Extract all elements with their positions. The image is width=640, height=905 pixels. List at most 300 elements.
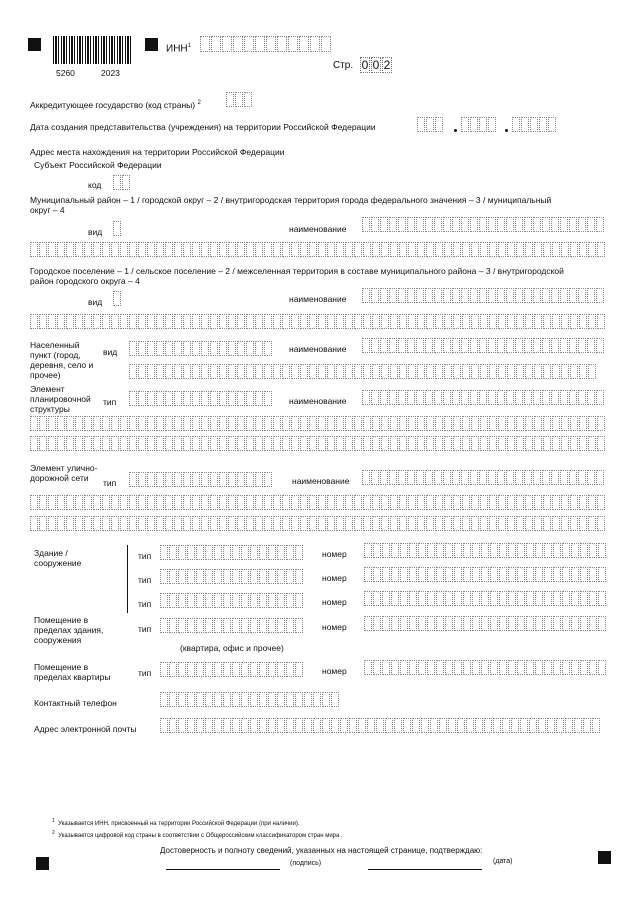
input-cell[interactable] bbox=[461, 288, 469, 303]
input-cell[interactable] bbox=[318, 242, 326, 257]
input-cell[interactable] bbox=[596, 217, 604, 232]
input-cell[interactable] bbox=[497, 217, 505, 232]
input-cell[interactable] bbox=[552, 314, 560, 329]
input-cell[interactable] bbox=[434, 390, 442, 405]
input-cell[interactable] bbox=[223, 545, 231, 560]
input-cell[interactable] bbox=[391, 543, 399, 558]
input-cell[interactable] bbox=[156, 436, 164, 451]
input-cell[interactable] bbox=[381, 495, 389, 510]
input-cell[interactable] bbox=[160, 569, 168, 584]
input-cell[interactable] bbox=[111, 416, 119, 431]
input-cell[interactable] bbox=[345, 364, 353, 379]
input-cell[interactable] bbox=[371, 470, 379, 485]
input-cell[interactable] bbox=[228, 495, 236, 510]
input-cell[interactable] bbox=[66, 242, 74, 257]
input-cell[interactable] bbox=[300, 242, 308, 257]
input-cell[interactable] bbox=[174, 391, 182, 406]
input-cell[interactable] bbox=[425, 217, 433, 232]
input-cell[interactable] bbox=[30, 314, 38, 329]
input-cell[interactable] bbox=[488, 470, 496, 485]
input-cell[interactable] bbox=[295, 545, 303, 560]
input-cell[interactable] bbox=[174, 472, 182, 487]
input-cell[interactable] bbox=[472, 660, 480, 675]
input-cell[interactable] bbox=[381, 242, 389, 257]
input-cell[interactable] bbox=[457, 718, 465, 733]
input-cell[interactable] bbox=[434, 470, 442, 485]
input-cell[interactable] bbox=[588, 416, 596, 431]
input-cell[interactable] bbox=[542, 390, 550, 405]
input-cell[interactable] bbox=[214, 545, 222, 560]
input-cell[interactable] bbox=[165, 436, 173, 451]
input-cell[interactable] bbox=[264, 516, 272, 531]
input-cell[interactable] bbox=[174, 242, 182, 257]
input-cell[interactable] bbox=[156, 472, 164, 487]
input-cell[interactable] bbox=[416, 390, 424, 405]
input-cell[interactable] bbox=[552, 516, 560, 531]
input-cell[interactable] bbox=[409, 660, 417, 675]
input-cell[interactable] bbox=[66, 416, 74, 431]
input-cell[interactable] bbox=[291, 314, 299, 329]
input-cell[interactable] bbox=[169, 618, 177, 633]
input-cell[interactable] bbox=[434, 217, 442, 232]
input-cell[interactable] bbox=[517, 660, 525, 675]
input-cell[interactable] bbox=[75, 516, 83, 531]
room-flat-nomer-cells[interactable] bbox=[364, 660, 607, 675]
input-cell[interactable] bbox=[318, 364, 326, 379]
input-cell[interactable] bbox=[75, 495, 83, 510]
input-cell[interactable] bbox=[214, 662, 222, 677]
input-cell[interactable] bbox=[391, 567, 399, 582]
input-cell[interactable] bbox=[264, 416, 272, 431]
input-cell[interactable] bbox=[345, 416, 353, 431]
input-cell[interactable] bbox=[371, 217, 379, 232]
input-cell[interactable] bbox=[479, 470, 487, 485]
input-cell[interactable] bbox=[129, 364, 137, 379]
input-cell[interactable] bbox=[569, 470, 577, 485]
input-cell[interactable] bbox=[282, 314, 290, 329]
input-cell[interactable] bbox=[147, 242, 155, 257]
input-cell[interactable] bbox=[75, 416, 83, 431]
input-cell[interactable] bbox=[205, 618, 213, 633]
input-cell[interactable] bbox=[210, 364, 218, 379]
input-cell[interactable] bbox=[461, 117, 469, 132]
input-cell[interactable] bbox=[183, 495, 191, 510]
input-cell[interactable] bbox=[398, 390, 406, 405]
input-cell[interactable] bbox=[255, 436, 263, 451]
input-cell[interactable] bbox=[187, 718, 195, 733]
input-cell[interactable] bbox=[250, 662, 258, 677]
input-cell[interactable] bbox=[165, 516, 173, 531]
input-cell[interactable] bbox=[380, 390, 388, 405]
input-cell[interactable] bbox=[589, 616, 597, 631]
input-cell[interactable] bbox=[417, 495, 425, 510]
input-cell[interactable] bbox=[196, 692, 204, 707]
input-cell[interactable] bbox=[318, 416, 326, 431]
input-cell[interactable] bbox=[506, 390, 514, 405]
input-cell[interactable] bbox=[273, 242, 281, 257]
input-cell[interactable] bbox=[310, 36, 320, 52]
input-cell[interactable] bbox=[497, 338, 505, 353]
input-cell[interactable] bbox=[435, 416, 443, 431]
input-cell[interactable] bbox=[309, 436, 317, 451]
input-cell[interactable] bbox=[445, 543, 453, 558]
input-cell[interactable] bbox=[435, 242, 443, 257]
input-cell[interactable] bbox=[174, 436, 182, 451]
input-cell[interactable] bbox=[268, 718, 276, 733]
input-cell[interactable] bbox=[241, 593, 249, 608]
input-cell[interactable] bbox=[75, 242, 83, 257]
input-cell[interactable] bbox=[237, 472, 245, 487]
input-cell[interactable] bbox=[524, 470, 532, 485]
input-cell[interactable] bbox=[264, 495, 272, 510]
input-cell[interactable] bbox=[472, 567, 480, 582]
input-cell[interactable] bbox=[579, 436, 587, 451]
input-cell[interactable] bbox=[214, 569, 222, 584]
input-cell[interactable] bbox=[147, 516, 155, 531]
input-cell[interactable] bbox=[246, 516, 254, 531]
input-cell[interactable] bbox=[562, 567, 570, 582]
input-cell[interactable] bbox=[515, 390, 523, 405]
input-cell[interactable] bbox=[354, 495, 362, 510]
input-cell[interactable] bbox=[454, 567, 462, 582]
input-cell[interactable] bbox=[48, 416, 56, 431]
input-cell[interactable] bbox=[507, 314, 515, 329]
input-cell[interactable] bbox=[309, 314, 317, 329]
input-cell[interactable] bbox=[102, 416, 110, 431]
input-cell[interactable] bbox=[373, 660, 381, 675]
input-cell[interactable] bbox=[349, 718, 357, 733]
input-cell[interactable] bbox=[598, 591, 606, 606]
input-cell[interactable] bbox=[237, 391, 245, 406]
input-cell[interactable] bbox=[488, 117, 496, 132]
input-cell[interactable] bbox=[373, 616, 381, 631]
input-cell[interactable] bbox=[498, 364, 506, 379]
input-cell[interactable] bbox=[583, 718, 591, 733]
input-cell[interactable] bbox=[362, 288, 370, 303]
input-cell[interactable] bbox=[300, 495, 308, 510]
input-cell[interactable] bbox=[201, 242, 209, 257]
input-cell[interactable] bbox=[524, 390, 532, 405]
input-cell[interactable] bbox=[129, 495, 137, 510]
input-cell[interactable] bbox=[391, 591, 399, 606]
input-cell[interactable] bbox=[255, 416, 263, 431]
input-cell[interactable] bbox=[534, 516, 542, 531]
input-cell[interactable] bbox=[362, 338, 370, 353]
input-cell[interactable] bbox=[574, 718, 582, 733]
input-cell[interactable] bbox=[400, 591, 408, 606]
input-cell[interactable] bbox=[250, 569, 258, 584]
input-cell[interactable] bbox=[183, 391, 191, 406]
input-cell[interactable] bbox=[226, 92, 234, 107]
input-cell[interactable] bbox=[291, 242, 299, 257]
input-cell[interactable] bbox=[147, 436, 155, 451]
input-cell[interactable] bbox=[201, 516, 209, 531]
input-cell[interactable] bbox=[571, 543, 579, 558]
input-cell[interactable] bbox=[380, 288, 388, 303]
input-cell[interactable] bbox=[480, 436, 488, 451]
input-cell[interactable] bbox=[430, 718, 438, 733]
input-cell[interactable] bbox=[587, 390, 595, 405]
input-cell[interactable] bbox=[525, 495, 533, 510]
input-cell[interactable] bbox=[553, 567, 561, 582]
input-cell[interactable] bbox=[533, 390, 541, 405]
input-cell[interactable] bbox=[214, 618, 222, 633]
input-cell[interactable] bbox=[241, 692, 249, 707]
input-cell[interactable] bbox=[327, 314, 335, 329]
input-cell[interactable] bbox=[120, 314, 128, 329]
input-cell[interactable] bbox=[160, 692, 168, 707]
input-cell[interactable] bbox=[544, 567, 552, 582]
input-cell[interactable] bbox=[515, 338, 523, 353]
input-cell[interactable] bbox=[481, 591, 489, 606]
input-cell[interactable] bbox=[417, 364, 425, 379]
input-cell[interactable] bbox=[237, 436, 245, 451]
input-cell[interactable] bbox=[542, 217, 550, 232]
input-cell[interactable] bbox=[113, 175, 121, 190]
input-cell[interactable] bbox=[268, 618, 276, 633]
input-cell[interactable] bbox=[291, 364, 299, 379]
input-cell[interactable] bbox=[246, 472, 254, 487]
room-building-nomer-cells[interactable] bbox=[364, 616, 607, 631]
input-cell[interactable] bbox=[264, 314, 272, 329]
input-cell[interactable] bbox=[525, 314, 533, 329]
input-cell[interactable] bbox=[400, 567, 408, 582]
input-cell[interactable] bbox=[489, 314, 497, 329]
input-cell[interactable] bbox=[543, 314, 551, 329]
room-flat-tip-cells[interactable] bbox=[160, 662, 304, 677]
input-cell[interactable] bbox=[516, 314, 524, 329]
input-cell[interactable] bbox=[454, 616, 462, 631]
input-cell[interactable] bbox=[553, 616, 561, 631]
input-cell[interactable] bbox=[364, 660, 372, 675]
input-cell[interactable] bbox=[75, 314, 83, 329]
input-cell[interactable] bbox=[246, 416, 254, 431]
input-cell[interactable] bbox=[470, 117, 478, 132]
input-cell[interactable] bbox=[84, 242, 92, 257]
date-day-cells[interactable] bbox=[417, 117, 444, 132]
input-cell[interactable] bbox=[508, 616, 516, 631]
input-cell[interactable] bbox=[364, 591, 372, 606]
input-cell[interactable] bbox=[426, 436, 434, 451]
input-cell[interactable] bbox=[427, 660, 435, 675]
input-cell[interactable] bbox=[286, 593, 294, 608]
input-cell[interactable] bbox=[588, 242, 596, 257]
input-cell[interactable] bbox=[331, 692, 339, 707]
input-cell[interactable] bbox=[472, 591, 480, 606]
input-cell[interactable] bbox=[241, 618, 249, 633]
input-cell[interactable] bbox=[588, 516, 596, 531]
input-cell[interactable] bbox=[579, 364, 587, 379]
input-cell[interactable] bbox=[93, 416, 101, 431]
input-cell[interactable] bbox=[498, 242, 506, 257]
input-cell[interactable] bbox=[129, 416, 137, 431]
input-cell[interactable] bbox=[201, 472, 209, 487]
input-cell[interactable] bbox=[214, 718, 222, 733]
input-cell[interactable] bbox=[277, 662, 285, 677]
input-cell[interactable] bbox=[391, 660, 399, 675]
input-cell[interactable] bbox=[210, 436, 218, 451]
input-cell[interactable] bbox=[544, 543, 552, 558]
input-cell[interactable] bbox=[232, 692, 240, 707]
input-cell[interactable] bbox=[479, 390, 487, 405]
input-cell[interactable] bbox=[400, 543, 408, 558]
planning-tip-cells[interactable] bbox=[129, 391, 273, 406]
input-cell[interactable] bbox=[407, 338, 415, 353]
input-cell[interactable] bbox=[408, 364, 416, 379]
input-cell[interactable] bbox=[48, 495, 56, 510]
input-cell[interactable] bbox=[183, 516, 191, 531]
input-cell[interactable] bbox=[399, 436, 407, 451]
input-cell[interactable] bbox=[490, 543, 498, 558]
input-cell[interactable] bbox=[183, 436, 191, 451]
input-cell[interactable] bbox=[165, 364, 173, 379]
input-cell[interactable] bbox=[354, 242, 362, 257]
input-cell[interactable] bbox=[409, 567, 417, 582]
input-cell[interactable] bbox=[201, 416, 209, 431]
input-cell[interactable] bbox=[587, 338, 595, 353]
input-cell[interactable] bbox=[382, 543, 390, 558]
input-cell[interactable] bbox=[394, 718, 402, 733]
input-cell[interactable] bbox=[481, 660, 489, 675]
input-cell[interactable] bbox=[327, 516, 335, 531]
input-cell[interactable] bbox=[111, 314, 119, 329]
input-cell[interactable] bbox=[156, 495, 164, 510]
input-cell[interactable] bbox=[470, 217, 478, 232]
input-cell[interactable] bbox=[517, 567, 525, 582]
input-cell[interactable] bbox=[160, 593, 168, 608]
input-cell[interactable] bbox=[322, 692, 330, 707]
input-cell[interactable] bbox=[444, 436, 452, 451]
input-cell[interactable] bbox=[579, 495, 587, 510]
input-cell[interactable] bbox=[436, 543, 444, 558]
input-cell[interactable] bbox=[529, 718, 537, 733]
input-cell[interactable] bbox=[570, 436, 578, 451]
input-cell[interactable] bbox=[547, 718, 555, 733]
input-cell[interactable] bbox=[412, 718, 420, 733]
input-cell[interactable] bbox=[147, 391, 155, 406]
input-cell[interactable] bbox=[160, 718, 168, 733]
input-cell[interactable] bbox=[340, 718, 348, 733]
input-cell[interactable] bbox=[160, 618, 168, 633]
input-cell[interactable] bbox=[102, 436, 110, 451]
input-cell[interactable] bbox=[598, 543, 606, 558]
input-cell[interactable] bbox=[489, 416, 497, 431]
input-cell[interactable] bbox=[561, 364, 569, 379]
input-cell[interactable] bbox=[533, 288, 541, 303]
input-cell[interactable] bbox=[526, 660, 534, 675]
planning-name-cells-1[interactable] bbox=[362, 390, 605, 405]
planning-name-cells-3[interactable] bbox=[30, 436, 606, 451]
input-cell[interactable] bbox=[463, 567, 471, 582]
input-cell[interactable] bbox=[138, 495, 146, 510]
input-cell[interactable] bbox=[560, 217, 568, 232]
input-cell[interactable] bbox=[497, 470, 505, 485]
input-cell[interactable] bbox=[93, 436, 101, 451]
input-cell[interactable] bbox=[596, 470, 604, 485]
input-cell[interactable] bbox=[426, 117, 434, 132]
input-cell[interactable] bbox=[390, 416, 398, 431]
input-cell[interactable] bbox=[588, 495, 596, 510]
input-cell[interactable] bbox=[273, 416, 281, 431]
input-cell[interactable] bbox=[264, 341, 272, 356]
input-cell[interactable] bbox=[362, 470, 370, 485]
input-cell[interactable] bbox=[556, 718, 564, 733]
input-cell[interactable] bbox=[210, 495, 218, 510]
building-tip-3-cells[interactable] bbox=[160, 593, 304, 608]
input-cell[interactable] bbox=[453, 314, 461, 329]
input-cell[interactable] bbox=[138, 472, 146, 487]
input-cell[interactable] bbox=[589, 660, 597, 675]
input-cell[interactable] bbox=[219, 341, 227, 356]
input-cell[interactable] bbox=[57, 436, 65, 451]
input-cell[interactable] bbox=[525, 242, 533, 257]
input-cell[interactable] bbox=[381, 416, 389, 431]
input-cell[interactable] bbox=[147, 341, 155, 356]
input-cell[interactable] bbox=[517, 543, 525, 558]
input-cell[interactable] bbox=[318, 516, 326, 531]
input-cell[interactable] bbox=[417, 436, 425, 451]
input-cell[interactable] bbox=[286, 718, 294, 733]
input-cell[interactable] bbox=[48, 436, 56, 451]
input-cell[interactable] bbox=[475, 718, 483, 733]
input-cell[interactable] bbox=[385, 718, 393, 733]
input-cell[interactable] bbox=[525, 364, 533, 379]
input-cell[interactable] bbox=[336, 242, 344, 257]
input-cell[interactable] bbox=[210, 314, 218, 329]
input-cell[interactable] bbox=[295, 692, 303, 707]
input-cell[interactable] bbox=[416, 217, 424, 232]
input-cell[interactable] bbox=[336, 436, 344, 451]
input-cell[interactable] bbox=[561, 495, 569, 510]
input-cell[interactable] bbox=[241, 569, 249, 584]
input-cell[interactable] bbox=[196, 618, 204, 633]
input-cell[interactable] bbox=[174, 416, 182, 431]
input-cell[interactable] bbox=[588, 436, 596, 451]
input-cell[interactable] bbox=[246, 242, 254, 257]
input-cell[interactable] bbox=[560, 390, 568, 405]
input-cell[interactable] bbox=[571, 616, 579, 631]
input-cell[interactable] bbox=[259, 692, 267, 707]
input-cell[interactable] bbox=[435, 495, 443, 510]
input-cell[interactable] bbox=[129, 516, 137, 531]
input-cell[interactable] bbox=[39, 436, 47, 451]
input-cell[interactable] bbox=[228, 416, 236, 431]
input-cell[interactable] bbox=[205, 662, 213, 677]
input-cell[interactable] bbox=[259, 662, 267, 677]
input-cell[interactable] bbox=[113, 291, 121, 306]
input-cell[interactable] bbox=[264, 436, 272, 451]
input-cell[interactable] bbox=[543, 242, 551, 257]
input-cell[interactable] bbox=[363, 364, 371, 379]
input-cell[interactable] bbox=[490, 591, 498, 606]
input-cell[interactable] bbox=[588, 364, 596, 379]
input-cell[interactable] bbox=[241, 718, 249, 733]
input-cell[interactable] bbox=[371, 288, 379, 303]
input-cell[interactable] bbox=[436, 567, 444, 582]
input-cell[interactable] bbox=[363, 495, 371, 510]
input-cell[interactable] bbox=[362, 217, 370, 232]
input-cell[interactable] bbox=[300, 416, 308, 431]
input-cell[interactable] bbox=[516, 495, 524, 510]
input-cell[interactable] bbox=[498, 436, 506, 451]
input-cell[interactable] bbox=[443, 470, 451, 485]
input-cell[interactable] bbox=[391, 616, 399, 631]
input-cell[interactable] bbox=[178, 545, 186, 560]
input-cell[interactable] bbox=[400, 660, 408, 675]
input-cell[interactable] bbox=[399, 242, 407, 257]
input-cell[interactable] bbox=[524, 288, 532, 303]
input-cell[interactable] bbox=[309, 416, 317, 431]
